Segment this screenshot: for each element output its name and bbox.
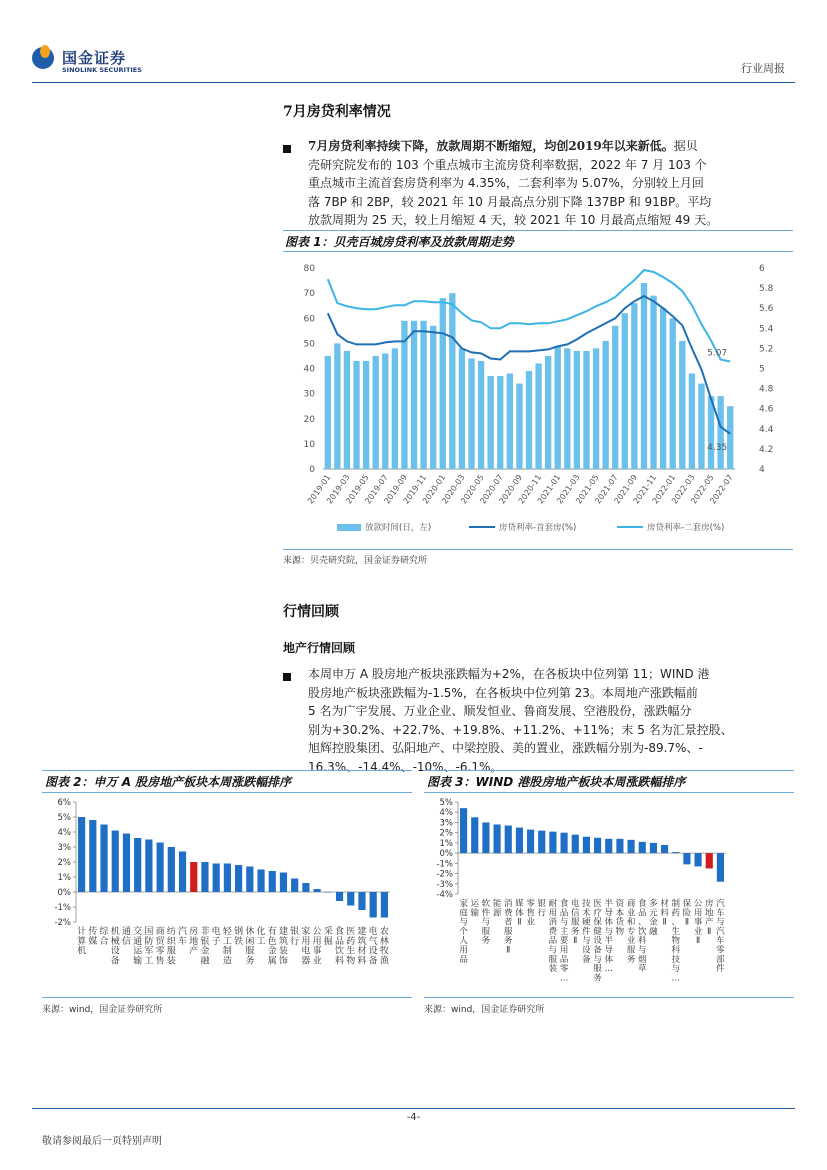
category-label: 零售业 bbox=[526, 899, 535, 928]
lending-period-bar bbox=[593, 348, 599, 469]
lending-period-bar bbox=[698, 384, 704, 469]
figure1-caption-rule bbox=[283, 251, 793, 252]
lending-period-bar bbox=[555, 346, 561, 469]
category-label: 建筑装饰 bbox=[278, 927, 288, 967]
lending-period-bar bbox=[382, 353, 388, 469]
y-tick-label: 2% bbox=[57, 858, 71, 868]
sector-bar bbox=[78, 817, 85, 892]
y-left-tick-label: 70 bbox=[303, 289, 315, 300]
y-left-tick-label: 60 bbox=[303, 314, 315, 325]
y-tick-label: 1% bbox=[439, 838, 453, 849]
figure1-bottom-rule bbox=[283, 549, 793, 550]
sector-bar bbox=[257, 870, 264, 893]
y-right-tick-label: 4 bbox=[759, 465, 765, 475]
category-label: 机械设备 bbox=[110, 927, 120, 967]
x-tick-label: 2020-07 bbox=[478, 472, 505, 506]
sector-bar bbox=[168, 847, 175, 892]
sector-bar bbox=[145, 840, 152, 893]
y-right-tick-label: 5 bbox=[759, 364, 765, 375]
category-label: 医疗保健设备与服务 bbox=[593, 899, 602, 984]
category-label: 钢铁 bbox=[234, 927, 244, 947]
lending-period-bar bbox=[449, 293, 455, 469]
y-right-tick-label: 5.6 bbox=[759, 304, 774, 315]
lending-period-bar bbox=[488, 376, 494, 469]
lending-period-bar bbox=[641, 283, 647, 469]
category-label: 农林牧渔 bbox=[379, 927, 389, 967]
legend-label: 房贷利率-首套房(%) bbox=[499, 523, 577, 533]
annotation-label: 5.07 bbox=[707, 348, 728, 359]
legend-swatch-bar bbox=[337, 524, 361, 531]
lending-period-bar bbox=[631, 303, 637, 469]
x-tick-label: 2022-03 bbox=[669, 472, 697, 506]
section-title-market: 行情回顾 bbox=[283, 604, 339, 620]
lending-period-bar bbox=[545, 356, 551, 469]
lending-period-bar bbox=[353, 361, 359, 469]
para-line: 壳研究院发布的 103 个重点城市主流房贷利率数据，2022 年 7 月 103 个 bbox=[308, 157, 707, 172]
sector-bar bbox=[157, 843, 164, 893]
sector-bar bbox=[213, 864, 220, 893]
lending-period-bar bbox=[583, 351, 589, 469]
lending-period-bar bbox=[325, 356, 331, 469]
y-tick-label: 5% bbox=[439, 798, 453, 808]
lending-period-bar bbox=[411, 321, 417, 469]
category-label: 家庭与个人用品 bbox=[459, 899, 468, 965]
y-left-tick-label: 50 bbox=[303, 339, 315, 350]
sector-bar bbox=[89, 820, 96, 892]
category-label: 技术硬件与设备 bbox=[582, 899, 591, 965]
category-label: 计算机 bbox=[77, 927, 87, 957]
category-label: 媒体 Ⅱ bbox=[515, 899, 524, 928]
para-line: 旭辉控股集团、弘阳地产、中梁控股、美的置业，涨跌幅分别为-89.7%、- bbox=[308, 741, 703, 755]
category-label: 多元金融 bbox=[649, 899, 658, 937]
lending-period-bar bbox=[660, 308, 666, 469]
category-label: 电气设备 bbox=[368, 927, 378, 967]
report-type: 行业周报 bbox=[741, 62, 785, 75]
category-label: 国防军工 bbox=[144, 927, 154, 967]
sector-bar bbox=[683, 853, 690, 864]
x-tick-label: 2020-01 bbox=[420, 472, 448, 506]
lending-period-bar bbox=[526, 371, 532, 469]
sector-bar bbox=[482, 822, 489, 853]
page-number: -4- bbox=[406, 1112, 421, 1123]
sector-bar bbox=[280, 873, 287, 893]
lending-period-bar bbox=[574, 351, 580, 469]
lending-period-bar bbox=[478, 361, 484, 469]
figure1-source: 来源：贝壳研究院，国金证券研究所 bbox=[283, 556, 428, 566]
para-line: 放款周期为 25 天，较上月缩短 4 天，较 2021 年 10 月最高点缩短 49 天。 bbox=[308, 213, 719, 227]
sector-bar bbox=[672, 852, 679, 853]
y-tick-label: -1% bbox=[436, 859, 453, 870]
category-label: 半导体与半导体… bbox=[604, 899, 614, 975]
y-tick-label: 4% bbox=[439, 808, 453, 819]
sector-bar bbox=[112, 831, 119, 893]
sector-bar bbox=[179, 852, 186, 893]
sector-bar bbox=[134, 838, 141, 892]
category-label: 汽车 bbox=[178, 927, 188, 947]
y-left-tick-label: 0 bbox=[309, 465, 315, 475]
y-tick-label: 4% bbox=[57, 828, 71, 838]
sector-bar bbox=[695, 853, 702, 866]
sector-bar bbox=[494, 824, 501, 853]
y-right-tick-label: 4.8 bbox=[759, 384, 774, 395]
para-line: 16.3%、-14.4%、-10%、-6.1%。 bbox=[308, 759, 503, 774]
y-tick-label: 0% bbox=[439, 849, 453, 860]
sector-bar bbox=[538, 831, 545, 853]
sector-bar bbox=[100, 825, 107, 893]
y-tick-label: 3% bbox=[439, 818, 453, 829]
lending-period-bar bbox=[535, 363, 541, 469]
lending-period-bar bbox=[401, 321, 407, 469]
y-tick-label: -2% bbox=[436, 869, 453, 880]
header-divider bbox=[32, 82, 795, 83]
sector-bar bbox=[370, 892, 377, 918]
y-left-tick-label: 40 bbox=[303, 364, 315, 375]
logo-cn-text: 国金证券 bbox=[62, 49, 127, 67]
section-title-mortgage: 7月房贷利率情况 bbox=[283, 104, 391, 120]
sector-bar bbox=[661, 845, 668, 853]
para-line: 别为+30.2%、+22.7%、+19.8%、+11.2%、+11%；末 5 名为汇景控股、 bbox=[308, 722, 733, 737]
category-label: 纺织服装 bbox=[166, 927, 176, 967]
lending-period-bar bbox=[516, 384, 522, 469]
lending-period-bar bbox=[670, 318, 676, 469]
sector-bar bbox=[639, 842, 646, 853]
category-label: 化工 bbox=[256, 927, 266, 947]
y-tick-label: 0% bbox=[57, 888, 71, 898]
category-label: 运输 bbox=[470, 899, 480, 919]
logo-en-text: SINOLINK SECURITIES bbox=[62, 66, 142, 74]
category-label: 电子 bbox=[211, 927, 221, 947]
figure3-caption-rule bbox=[424, 792, 794, 793]
y-tick-label: 2% bbox=[439, 828, 453, 839]
y-tick-label: 5% bbox=[57, 813, 71, 823]
mortgage-rate-chart bbox=[283, 254, 795, 546]
y-tick-label: -3% bbox=[436, 879, 453, 890]
category-label: 通信 bbox=[121, 927, 131, 947]
x-tick-label: 2021-07 bbox=[593, 472, 620, 506]
category-label: 休闲服务 bbox=[245, 927, 255, 967]
sector-bar bbox=[190, 862, 197, 892]
sector-bar bbox=[616, 839, 623, 853]
sector-bar bbox=[314, 889, 321, 892]
sector-bar bbox=[347, 892, 354, 906]
lending-period-bar bbox=[459, 348, 465, 469]
lending-period-bar bbox=[650, 296, 656, 469]
para-line: 落 7BP 和 2BP，较 2021 年 10 月最高点分别下降 137BP 和 91BP。平均 bbox=[308, 194, 712, 209]
figure1-caption: 图表 1：贝壳百城房贷利率及放款周期走势 bbox=[285, 235, 514, 249]
category-label: 食品与主要用品零… bbox=[559, 899, 569, 984]
figure2-top-rule bbox=[42, 770, 412, 771]
category-label: 食品、饮料与烟草 bbox=[637, 899, 647, 975]
x-tick-label: 2021-09 bbox=[612, 472, 640, 506]
para-line: 本周申万 A 股房地产板块涨跌幅为+2%，在各板块中位列第 11；WIND 港 bbox=[308, 667, 710, 681]
sector-bar bbox=[235, 865, 242, 892]
category-label: 软件与服务 bbox=[481, 899, 491, 947]
bullet-icon bbox=[283, 673, 291, 681]
mortgage-paragraph bbox=[308, 137, 786, 230]
lending-period-bar bbox=[717, 396, 723, 469]
lending-period-bar bbox=[612, 326, 618, 469]
category-label: 食品饮料 bbox=[335, 927, 345, 967]
sector-bar bbox=[561, 833, 568, 853]
y-right-tick-label: 5.4 bbox=[759, 324, 774, 335]
para-line: 重点城市主流首套房贷利率为 4.35%，二套利率为 5.07%，分别较上月回 bbox=[308, 176, 704, 190]
sector-bar bbox=[224, 864, 231, 893]
lending-period-bar bbox=[363, 361, 369, 469]
category-label: 公用事业 Ⅱ bbox=[693, 899, 703, 947]
legend-label: 房贷利率-二套房(%) bbox=[647, 523, 725, 533]
figure2-bottom-rule bbox=[42, 997, 412, 998]
category-label: 保险 Ⅱ bbox=[682, 899, 692, 928]
y-right-tick-label: 4.4 bbox=[759, 424, 774, 435]
y-tick-label: -4% bbox=[436, 890, 453, 900]
sector-bar bbox=[201, 862, 208, 892]
y-right-tick-label: 4.6 bbox=[759, 404, 774, 415]
sector-bar bbox=[325, 892, 332, 893]
sector-bar bbox=[516, 828, 523, 854]
y-right-tick-label: 6 bbox=[759, 264, 765, 274]
hk-sector-chart bbox=[424, 794, 796, 994]
category-label: 商业和专业服务 bbox=[626, 899, 636, 965]
x-tick-label: 2020-03 bbox=[440, 472, 467, 506]
y-left-tick-label: 10 bbox=[303, 439, 315, 450]
y-left-tick-label: 20 bbox=[303, 414, 315, 425]
category-label: 公用事业 bbox=[312, 927, 322, 967]
sector-bar bbox=[269, 871, 276, 892]
sector-bar bbox=[302, 883, 309, 892]
category-label: 资本货物 bbox=[615, 899, 625, 937]
category-label: 银行 bbox=[537, 899, 547, 919]
figure3-bottom-rule bbox=[424, 997, 794, 998]
category-label: 耐用消费品与服装 bbox=[548, 899, 558, 975]
x-tick-label: 2022-07 bbox=[708, 472, 735, 506]
y-tick-label: -2% bbox=[54, 918, 71, 928]
y-tick-label: 1% bbox=[57, 873, 71, 883]
x-tick-label: 2021-01 bbox=[535, 472, 563, 506]
sector-bar bbox=[505, 826, 512, 854]
y-right-tick-label: 5.2 bbox=[759, 344, 774, 355]
x-tick-label: 2019-07 bbox=[363, 472, 390, 506]
category-label: 汽车与汽车零部件 bbox=[716, 899, 725, 975]
annotation-label: 4.35 bbox=[707, 442, 728, 453]
sector-bar bbox=[336, 892, 343, 901]
lending-period-bar bbox=[727, 406, 733, 469]
category-label: 消费者服务 Ⅱ bbox=[503, 899, 513, 956]
lending-period-bar bbox=[468, 358, 474, 469]
x-tick-label: 2019-11 bbox=[401, 472, 429, 506]
lending-period-bar bbox=[689, 374, 695, 469]
footer-divider bbox=[32, 1108, 795, 1109]
lending-period-bar bbox=[564, 348, 570, 469]
category-label: 房地产 bbox=[189, 927, 199, 957]
lending-period-bar bbox=[334, 343, 340, 469]
x-tick-label: 2022-01 bbox=[650, 472, 678, 506]
x-tick-label: 2020-09 bbox=[497, 472, 525, 506]
x-tick-label: 2019-09 bbox=[382, 472, 410, 506]
x-tick-label: 2020-11 bbox=[516, 472, 544, 506]
x-tick-label: 2021-11 bbox=[631, 472, 659, 506]
category-label: 家用电器 bbox=[301, 927, 311, 967]
sector-bar bbox=[471, 817, 478, 853]
category-label: 有色金属 bbox=[267, 927, 277, 967]
x-tick-label: 2019-05 bbox=[344, 472, 371, 506]
para-line: 5 名为广宇发展、万业企业、顺发恒业、鲁商发展、空港股份，涨跌幅分 bbox=[308, 704, 692, 718]
a-share-sector-chart bbox=[42, 794, 414, 994]
footer-disclaimer: 敬请参阅最后一页特别声明 bbox=[42, 1136, 162, 1147]
sector-bar bbox=[594, 838, 601, 853]
sector-bar bbox=[549, 832, 556, 853]
sector-bar bbox=[583, 837, 590, 853]
figure2-source: 来源：wind，国金证券研究所 bbox=[42, 1005, 163, 1015]
x-tick-label: 2021-05 bbox=[574, 472, 601, 506]
lending-period-bar bbox=[373, 356, 379, 469]
x-tick-label: 2019-01 bbox=[305, 472, 333, 506]
sector-bar bbox=[123, 834, 130, 893]
sector-bar bbox=[291, 879, 298, 893]
legend-label: 放款时间(日，左) bbox=[365, 523, 432, 533]
category-label: 非银金融 bbox=[200, 927, 210, 967]
category-label: 电信服务 Ⅱ bbox=[570, 899, 580, 947]
x-tick-label: 2021-03 bbox=[554, 472, 582, 506]
category-label: 房地产 Ⅱ bbox=[704, 899, 714, 937]
company-logo-icon bbox=[32, 47, 54, 69]
y-tick-label: 3% bbox=[57, 843, 71, 853]
category-label: 建筑材料 bbox=[357, 927, 367, 967]
sector-bar bbox=[628, 840, 635, 853]
sector-bar bbox=[460, 808, 467, 853]
lending-period-bar bbox=[507, 374, 513, 469]
figure3-top-rule bbox=[424, 770, 794, 771]
x-tick-label: 2020-05 bbox=[459, 472, 486, 506]
figure1-top-rule bbox=[283, 230, 793, 231]
y-tick-label: -1% bbox=[54, 903, 71, 913]
sector-bar bbox=[717, 853, 724, 882]
y-left-tick-label: 80 bbox=[303, 264, 315, 274]
y-tick-label: 6% bbox=[57, 798, 71, 808]
category-label: 采掘 bbox=[323, 927, 333, 947]
para-lead-tail: 据贝 bbox=[673, 139, 698, 153]
sector-bar bbox=[605, 839, 612, 853]
category-label: 制药、生物科技与… bbox=[671, 899, 681, 984]
subsection-title-realestate: 地产行情回顾 bbox=[283, 641, 356, 655]
sector-bar bbox=[246, 867, 253, 893]
figure2-caption: 图表 2：申万 A 股房地产板块本周涨跌幅排序 bbox=[45, 775, 292, 789]
para-line: 股房地产板块涨跌幅为-1.5%，在各板块中位列第 23。本周地产涨跌幅前 bbox=[308, 685, 698, 700]
y-left-tick-label: 30 bbox=[303, 389, 315, 400]
lending-period-bar bbox=[420, 321, 426, 469]
category-label: 传媒 bbox=[88, 927, 98, 947]
sector-bar bbox=[650, 843, 657, 853]
x-tick-label: 2022-05 bbox=[689, 472, 716, 506]
lending-period-bar bbox=[602, 341, 608, 469]
x-tick-label: 2019-03 bbox=[325, 472, 352, 506]
market-paragraph bbox=[308, 665, 786, 776]
bullet-icon bbox=[283, 145, 291, 153]
category-label: 医药生物 bbox=[346, 927, 356, 967]
y-right-tick-label: 4.2 bbox=[759, 444, 774, 455]
category-label: 商贸零售 bbox=[155, 927, 165, 967]
lending-period-bar bbox=[622, 313, 628, 469]
category-label: 轻工制造 bbox=[222, 927, 232, 967]
sector-bar bbox=[358, 892, 365, 910]
para-lead: 7月房贷利率持续下降，放款周期不断缩短，均创2019年以来新低。 bbox=[308, 139, 674, 153]
sector-bar bbox=[572, 835, 579, 853]
sector-bar bbox=[527, 830, 534, 854]
category-label: 材料 Ⅱ bbox=[660, 899, 669, 928]
category-label: 综合 bbox=[99, 927, 109, 947]
category-label: 交通运输 bbox=[133, 927, 143, 967]
category-label: 银行 bbox=[290, 927, 300, 947]
lending-period-bar bbox=[679, 341, 685, 469]
figure3-caption: 图表 3：WIND 港股房地产板块本周涨跌幅排序 bbox=[427, 775, 686, 789]
y-right-tick-label: 5.8 bbox=[759, 284, 774, 295]
category-label: 能源 bbox=[492, 899, 502, 919]
lending-period-bar bbox=[392, 348, 398, 469]
lending-period-bar bbox=[440, 298, 446, 469]
figure3-source: 来源：wind，国金证券研究所 bbox=[424, 1005, 545, 1015]
sector-bar bbox=[706, 853, 713, 868]
lending-period-bar bbox=[497, 376, 503, 469]
lending-period-bar bbox=[430, 326, 436, 469]
figure2-caption-rule bbox=[42, 792, 412, 793]
sector-bar bbox=[381, 892, 388, 918]
lending-period-bar bbox=[344, 351, 350, 469]
